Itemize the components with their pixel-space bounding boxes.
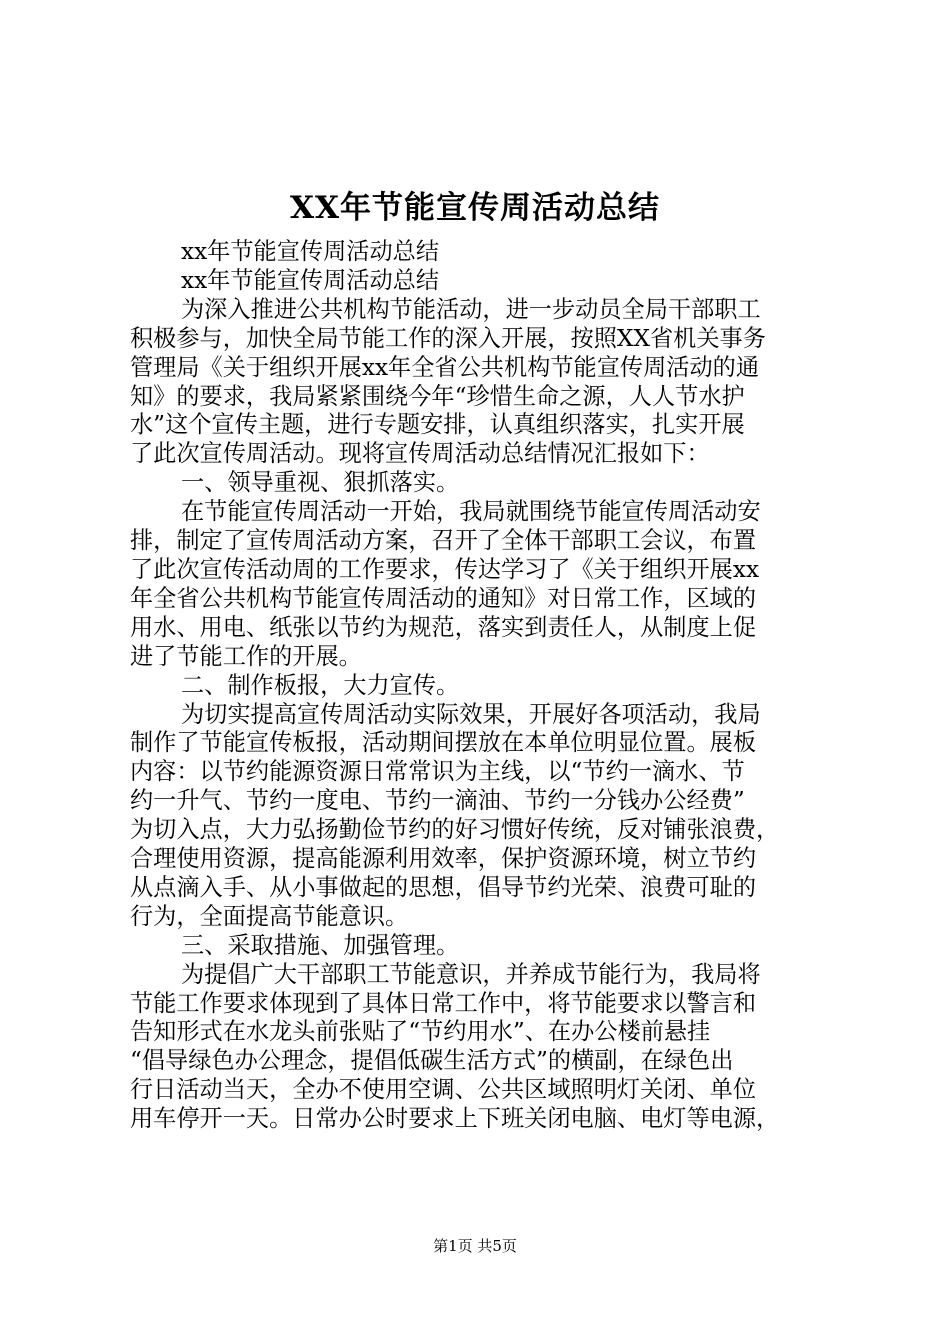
body-line: 了此次宣传周活动。现将宣传周活动总结情况汇报如下： <box>130 440 710 468</box>
body-line: 水”这个宣传主题，进行专题安排，认真组织落实，扎实开展 <box>130 411 745 439</box>
body-line: 用水、用电、纸张以节约为规范，落实到责任人，从制度上促 <box>130 613 757 641</box>
body-line: 在节能宣传周活动一开始，我局就围绕节能宣传周活动安 <box>181 498 761 526</box>
body-line: 为提倡广大干部职工节能意识，并养成节能行为，我局将 <box>181 960 761 988</box>
body-line: 约一升气、节约一度电、节约一滴油、节约一分钱办公经费” <box>130 787 745 815</box>
body-line: 二、制作板报，大力宣传。 <box>181 671 460 699</box>
body-line: 内容：以节约能源资源日常常识为主线，以“节约一滴水、节 <box>130 758 745 786</box>
body-line: 排，制定了宣传周活动方案，召开了全体干部职工会议，布置 <box>130 527 757 555</box>
body-line: 进了节能工作的开展。 <box>130 642 362 670</box>
body-line: xx年节能宣传周活动总结 <box>181 266 440 294</box>
body-line: 知》的要求，我局紧紧围绕今年“珍惜生命之源，人人节水护 <box>130 382 745 410</box>
body-line: “倡导绿色办公理念，提倡低碳生活方式”的横副，在绿色出 <box>130 1047 734 1075</box>
body-line: 行为，全面提高节能意识。 <box>130 902 409 930</box>
body-line: 年全省公共机构节能宣传周活动的通知》对日常工作，区域的 <box>130 584 757 612</box>
page-footer <box>0 1236 950 1256</box>
body-line: 三、采取措施、加强管理。 <box>181 931 460 959</box>
body-line: 为切入点，大力弘扬勤俭节约的好习惯好传统，反对铺张浪费， <box>130 816 780 844</box>
body-line: 用车停开一天。日常办公时要求上下班关闭电脑、电灯等电源， <box>130 1105 780 1133</box>
body-line: 合理使用资源，提高能源利用效率，保护资源环境，树立节约 <box>130 845 757 873</box>
body-line: 制作了节能宣传板报，活动期间摆放在本单位明显位置。展板 <box>130 729 757 757</box>
body-line: xx年节能宣传周活动总结 <box>181 238 440 265</box>
body-line: 行日活动当天，全办不使用空调、公共区域照明灯关闭、单位 <box>130 1076 757 1104</box>
body-line: 积极参与，加快全局节能工作的深入开展，按照XX省机关事务 <box>130 324 766 352</box>
body-line: 一、领导重视、狠抓落实。 <box>181 469 460 497</box>
body-line: 了此次宣传活动周的工作要求，传达学习了《关于组织开展xx <box>130 555 760 583</box>
body-line: 为深入推进公共机构节能活动，进一步动员全局干部职工 <box>181 295 761 323</box>
body-line: 为切实提高宣传周活动实际效果，开展好各项活动，我局 <box>181 700 761 728</box>
page-number-indicator: 第1页 共5页 <box>433 1237 517 1255</box>
body-line: 告知形式在水龙头前张贴了“节约用水”、在办公楼前悬挂 <box>130 1018 711 1046</box>
body-line: 管理局《关于组织开展xx年全省公共机构节能宣传周活动的通 <box>130 353 760 381</box>
document-body <box>130 238 830 1134</box>
document-title: XX年节能宣传周活动总结 <box>289 190 661 226</box>
body-line: 节能工作要求体现到了具体日常工作中，将节能要求以警言和 <box>130 989 757 1017</box>
body-line: 从点滴入手、从小事做起的思想，倡导节约光荣、浪费可耻的 <box>130 873 757 901</box>
